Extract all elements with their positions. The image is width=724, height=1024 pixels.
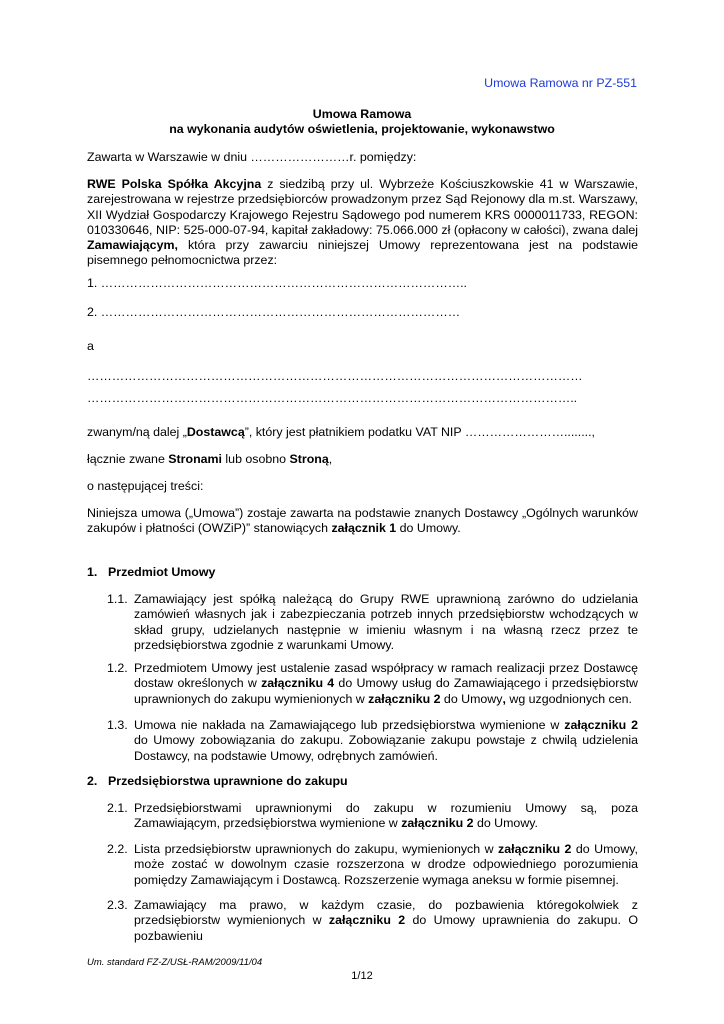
basis-paragraph bbox=[87, 506, 638, 537]
section-1-heading bbox=[87, 565, 216, 580]
item-1-1-text bbox=[134, 592, 638, 653]
item-1-2-number: 1.2. bbox=[107, 661, 128, 675]
section-1-title: Przedmiot Umowy bbox=[108, 565, 216, 579]
basis-attachment: załącznik 1 bbox=[331, 521, 397, 536]
item-1-2-attachment-4: załączniku 4 bbox=[261, 676, 335, 691]
supplier-paragraph bbox=[87, 425, 638, 440]
item-1-3-text bbox=[134, 718, 638, 764]
parties-bold-2: Stroną bbox=[289, 452, 329, 466]
representative-1-line: 1. …………………………………………………………………………….. bbox=[87, 276, 467, 290]
item-2-2-number: 2.2. bbox=[107, 842, 128, 856]
item-2-3-body-2: do Umowy uprawnienia do zakupu. O pozbawieniu bbox=[134, 913, 638, 943]
party1-details: z siedzibą przy ul. Wybrzeże Kościuszkowskie 41 w Warszawie, zarejestrowana w rejestrze przedsiębiorców prowadzonym przez Sąd Rejonowy dla m.st. Warszawy, XII Wydział Gospodarczy Krajowego Rejestru Sądowego pod numerem KRS 0000011733, REGON: 010330646, NIP: 525-000-07-94, kapitał zakładowy: 75.066.000 zł (opłacony w całości), zwana dalej bbox=[87, 177, 638, 237]
item-2-2-body-1: Lista przedsiębiorstw uprawnionych do zakupu, wymienionych w bbox=[134, 842, 499, 856]
item-2-2-text bbox=[134, 842, 638, 888]
parties-text-3: , bbox=[328, 452, 333, 466]
item-1-2-body-3: do Umowy bbox=[440, 691, 503, 706]
item-1-3-body-2: do Umowy zobowiązania do zakupu. Zobowiązanie zakupu powstaje z chwilą udzielenia Dostawcy, na podstawie Umowy, odrębnych zamówień. bbox=[134, 733, 638, 763]
item-1-1-body: Zamawiający jest spółką należącą do Grupy RWE uprawnioną zarówno do udzielania zamówień własnych jak i zabezpieczania potrzeb innych przedsiębiorstw wchodzących w skład grupy, udzielanych następnie w imieniu własnym i na własną rzecz przez te przedsiębiorstwa zgodnie z warunkami Umowy. bbox=[134, 592, 638, 652]
and-word: a bbox=[87, 339, 94, 353]
parties-text-1: łącznie zwane bbox=[87, 452, 169, 466]
item-2-3-body-1: Zamawiający ma prawo, w każdym czasie, do pozbawienia któregokolwiek z przedsiębiorstw wymienionych w bbox=[134, 898, 638, 928]
item-1-2-body-1: Przedmiotem Umowy jest ustalenie zasad współpracy w ramach realizacji przez Dostawcę dostaw określonych w bbox=[134, 661, 638, 691]
item-2-2-body-2: do Umowy, może zostać w dowolnym czasie rozszerzona w drodze odpowiedniego porozumienia pomiędzy Zamawiającym i Dostawcą. Rozszerzenie wymaga aneksu w formie pisemnej. bbox=[134, 842, 638, 887]
item-1-3-body-1: Umowa nie nakłada na Zamawiającego lub przedsiębiorstwa wymienione w bbox=[134, 718, 565, 732]
item-1-2-comma: , bbox=[502, 691, 506, 706]
item-1-3-number: 1.3. bbox=[107, 718, 128, 732]
supplier-text-1: zwanym/ną dalej „ bbox=[87, 425, 187, 439]
item-2-3-attachment: załączniku 2 bbox=[328, 913, 406, 928]
parties-bold-1: Stronami bbox=[168, 452, 222, 466]
document-subtitle: na wykonania audytów oświetlenia, projektowanie, wykonawstwo bbox=[169, 122, 555, 136]
party1-representation: która przy zawarciu niniejszej Umowy reprezentowana jest na podstawie pisemnego pełnomocnictwa przez: bbox=[87, 238, 638, 268]
item-2-1-body-1: Przedsiębiorstwami uprawnionymi do zakupu w rozumieniu Umowy są, poza Zamawiającym, przedsiębiorstwa wymienione w bbox=[134, 801, 638, 831]
representative-2-line: 2. …………………………………………………………………………… bbox=[87, 305, 461, 319]
content-intro: o następującej treści: bbox=[87, 479, 204, 493]
party1-role: Zamawiającym, bbox=[87, 238, 178, 253]
item-1-2-body-4: wg uzgodnionych cen. bbox=[505, 691, 632, 706]
standard-code: Um. standard FZ-Z/USŁ-RAM/2009/11/04 bbox=[87, 957, 263, 968]
section-2-title: Przedsiębiorstwa uprawnione do zakupu bbox=[108, 774, 348, 788]
supplier-text-2: ”, który jest płatnikiem podatku VAT NIP ……………………........, bbox=[244, 425, 595, 439]
party2-line-2: ……………………………………………………………………………………………………….. bbox=[87, 391, 578, 405]
item-1-3-attachment: załączniku 2 bbox=[564, 718, 638, 732]
agreement-reference: Umowa Ramowa nr PZ-551 bbox=[484, 76, 637, 90]
item-2-2-attachment: załączniku 2 bbox=[498, 842, 572, 856]
item-1-2-body-2: do Umowy usług do Zamawiającego i przedsiębiorstw uprawnionych do zakupu wymienionych w bbox=[134, 676, 639, 706]
item-2-1-text bbox=[134, 801, 638, 832]
item-2-3-text bbox=[134, 898, 638, 944]
item-2-1-attachment: załączniku 2 bbox=[401, 816, 474, 831]
item-1-1-number: 1.1. bbox=[107, 592, 128, 606]
item-2-3-number: 2.3. bbox=[107, 898, 128, 912]
item-2-1-body-2: do Umowy. bbox=[473, 816, 538, 831]
page-number: 1/12 bbox=[351, 970, 373, 982]
section-2-number: 2. bbox=[87, 774, 98, 788]
party1-paragraph bbox=[87, 177, 638, 269]
basis-text-1: Niniejsza umowa („Umowa”) zostaje zawarta na podstawie znanych Dostawcy „Ogólnych warunków zakupów i płatności (OWZiP)” stanowiących bbox=[87, 506, 638, 536]
party1-name: RWE Polska Spółka Akcyjna bbox=[87, 177, 262, 191]
party2-line-1: ………………………………………………………………………………………………………… bbox=[87, 369, 583, 383]
supplier-role: Dostawcą bbox=[186, 425, 245, 439]
parties-text-2: lub osobno bbox=[221, 452, 290, 466]
section-1-number: 1. bbox=[87, 565, 98, 579]
item-1-2-text bbox=[134, 661, 638, 707]
item-2-1-number: 2.1. bbox=[107, 801, 128, 815]
basis-text-2: do Umowy. bbox=[396, 521, 461, 536]
parties-paragraph bbox=[87, 452, 638, 467]
concluded-line: Zawarta w Warszawie w dniu ……………………r. pomiędzy: bbox=[87, 150, 417, 164]
item-1-2-attachment-2: załączniku 2 bbox=[368, 691, 441, 706]
document-title: Umowa Ramowa bbox=[312, 107, 412, 121]
section-2-heading bbox=[87, 774, 348, 789]
